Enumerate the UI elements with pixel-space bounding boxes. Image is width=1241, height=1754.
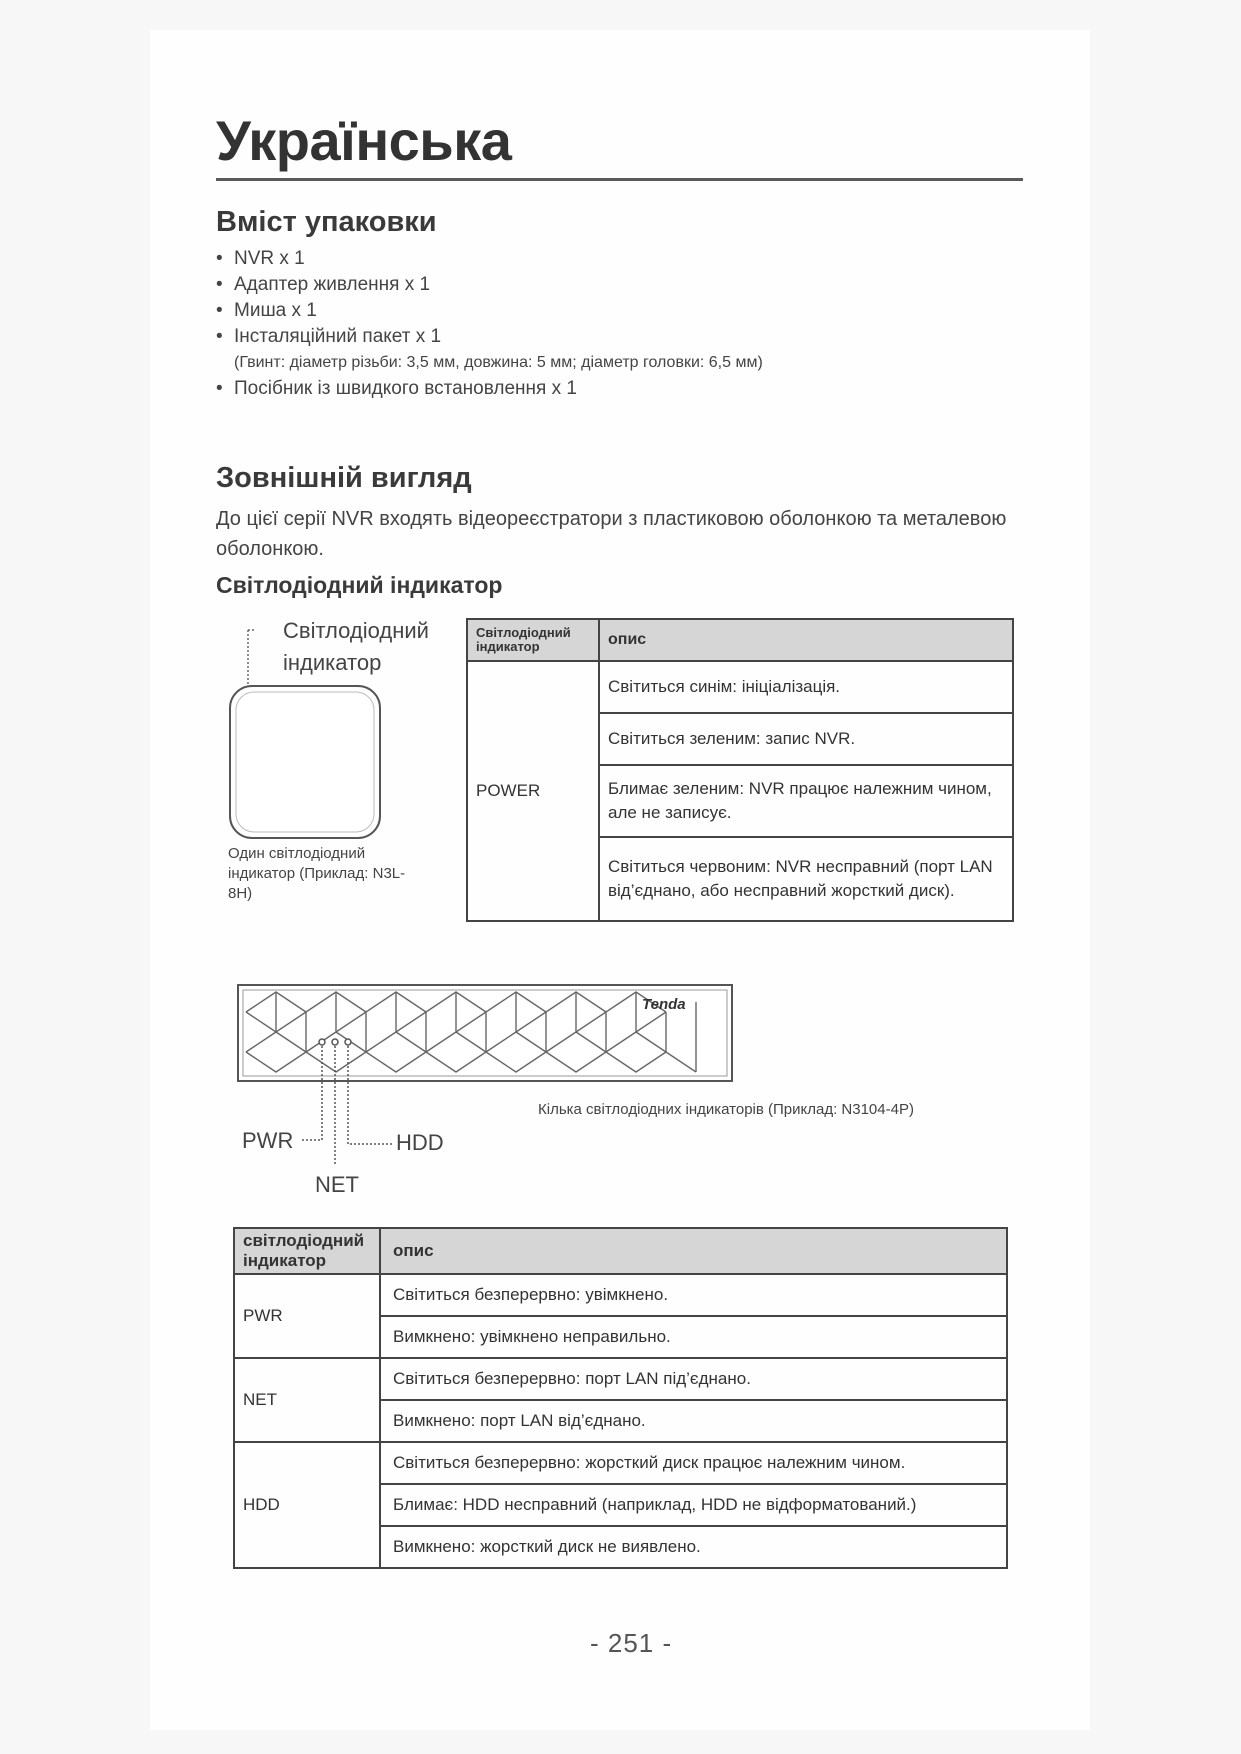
page-number: - 251 -: [590, 1628, 673, 1658]
table-cell: Світиться червоним: NVR несправний (порт LAN від’єднано, або несправний жорсткий диск).: [599, 837, 1013, 921]
list-item: • Посібник із швидкого встановлення x 1: [216, 376, 763, 402]
multi-led-caption: Кілька світлодіодних індикаторів (Приклад: N3104-4P): [538, 1101, 914, 1118]
multi-led-table: [233, 1227, 1008, 1569]
led-name-hdd: HDD: [234, 1442, 380, 1568]
table-header: Світлодіодний індикатор: [467, 619, 599, 661]
table-cell: Світиться синім: ініціалізація.: [599, 661, 1013, 713]
table-cell: Блимає: HDD несправний (наприклад, HDD не відформатований.): [380, 1484, 1007, 1526]
single-led-caption: Один світлодіодний індикатор (Приклад: N3L-8H): [228, 845, 406, 902]
led-name-pwr: PWR: [234, 1274, 380, 1358]
screw-note: (Гвинт: діаметр різьби: 3,5 мм, довжина: 5 мм; діаметр головки: 6,5 мм): [234, 354, 763, 371]
pwr-label: PWR: [242, 1128, 294, 1153]
table-cell: Світиться безперервно: увімкнено.: [380, 1274, 1007, 1316]
table-header: опис: [599, 619, 1013, 661]
table-cell: Вимкнено: увімкнено неправильно.: [380, 1316, 1007, 1358]
table-cell: Світиться безперервно: порт LAN під’єднано.: [380, 1358, 1007, 1400]
package-list: [216, 246, 763, 402]
led-label-line2: індикатор: [283, 650, 382, 675]
led-name-power: POWER: [467, 661, 599, 921]
brand-logo: Tenda: [642, 996, 686, 1013]
table-cell: Світиться зеленим: запис NVR.: [599, 713, 1013, 765]
appearance-title: Зовнішній вигляд: [216, 462, 472, 494]
table-cell: Блимає зеленим: NVR працює належним чином, але не записує.: [599, 765, 1013, 837]
table-cell: Вимкнено: порт LAN від’єднано.: [380, 1400, 1007, 1442]
single-led-table: [466, 618, 1014, 922]
table-cell: Вимкнено: жорсткий диск не виявлено.: [380, 1526, 1007, 1568]
list-item: • Миша x 1: [216, 298, 763, 324]
list-item: • Адаптер живлення x 1: [216, 272, 763, 298]
list-item: • NVR x 1: [216, 246, 763, 272]
appearance-intro: До цієї серії NVR входять відеореєстратори з пластиковою оболонкою та металевою оболонкою.: [216, 508, 1007, 560]
page-heading: Українська: [216, 109, 512, 172]
hdd-label: HDD: [396, 1130, 444, 1155]
led-section-title: Світлодіодний індикатор: [216, 572, 503, 598]
led-label-line1: Світлодіодний: [283, 618, 429, 643]
list-item: • Інсталяційний пакет x 1: [216, 324, 763, 350]
table-header: світлодіодний індикатор: [234, 1228, 380, 1274]
led-name-net: NET: [234, 1358, 380, 1442]
heading-rule: [216, 178, 1023, 181]
table-header: опис: [380, 1228, 1007, 1274]
package-contents-title: Вміст упаковки: [216, 206, 437, 238]
table-cell: Світиться безперервно: жорсткий диск працює належним чином.: [380, 1442, 1007, 1484]
net-label: NET: [315, 1172, 359, 1197]
